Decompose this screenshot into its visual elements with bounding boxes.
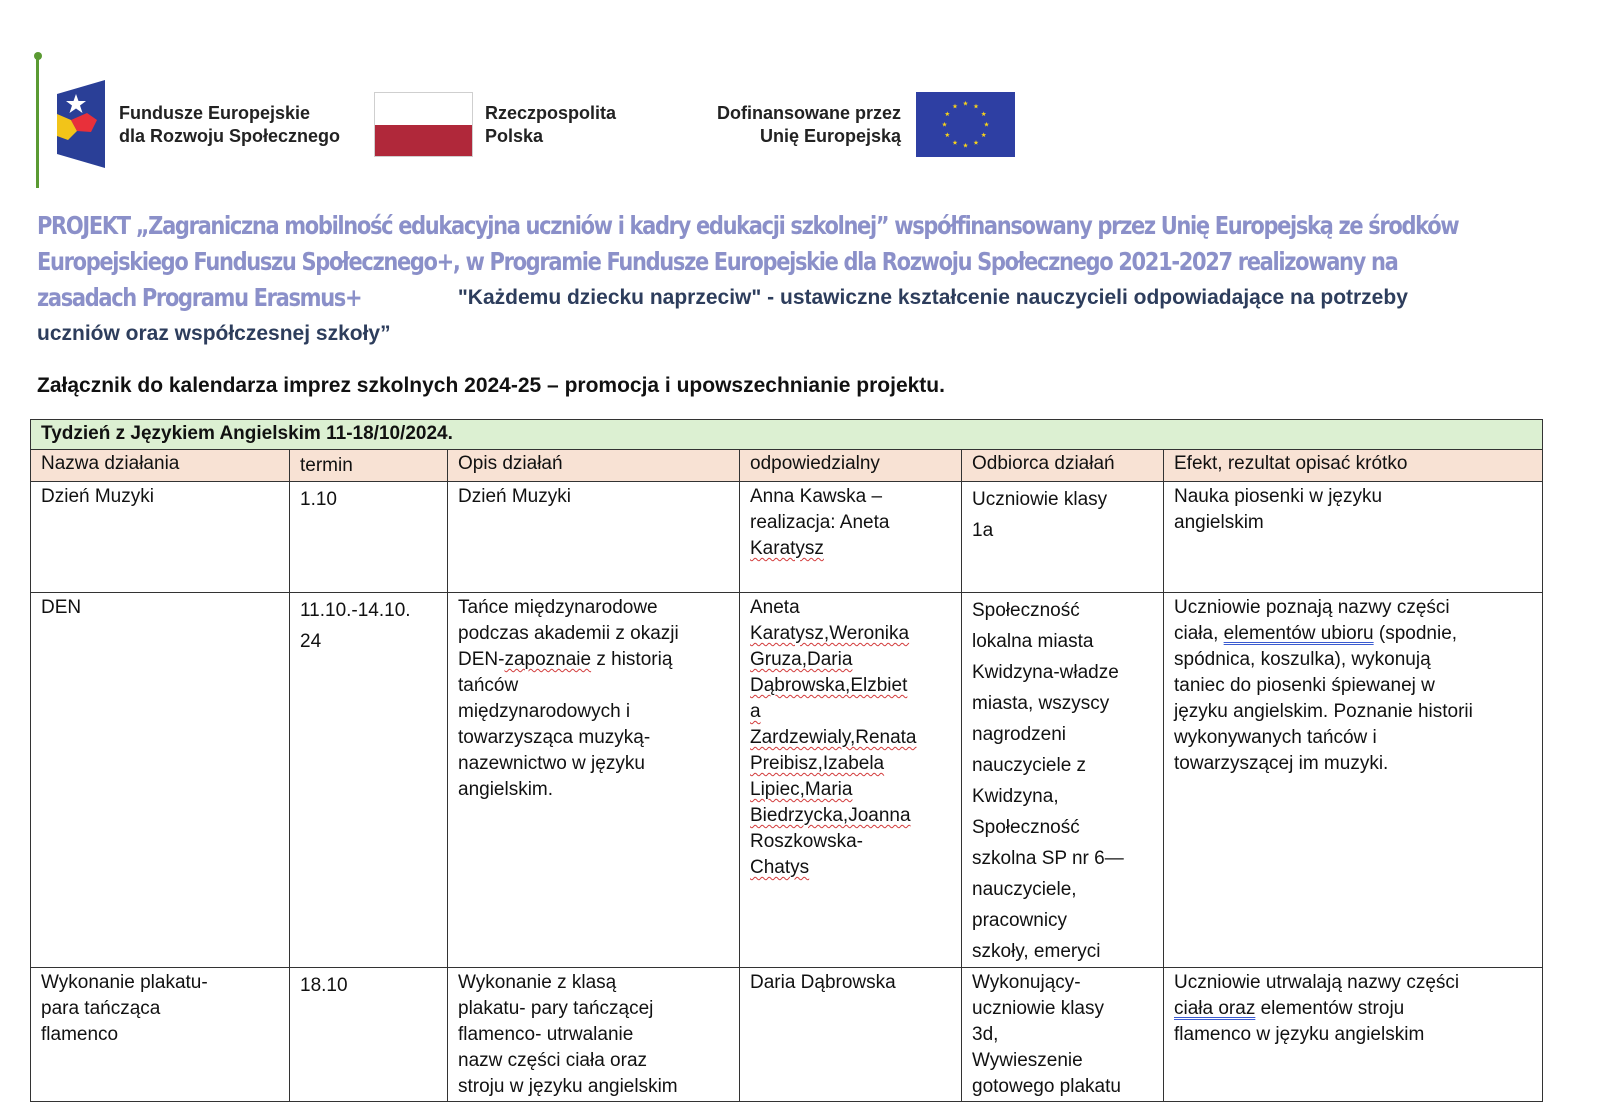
green-accent-bar [36,56,39,188]
column-header-responsible: odpowiedzialny [740,450,962,482]
activity-recipient: Społeczność lokalna miasta Kwidzyna-władze miasta, wszyscy nagrodzeni nauczyciele z Kwidzyna, Społeczność szkolna SP nr 6— nauczyciele, pracownicy szkoły, emeryci [962,593,1164,968]
activity-description: Dzień Muzyki [448,482,740,593]
project-title-line-4: uczniów oraz współczesnej szkoły” [37,322,391,345]
activity-description: Tańce międzynarodowe podczas akademii z okazji DEN-zapoznaie z historią tańców międzynarodowych i towarzysząca muzyką- nazewnictwo w języku angielskim. [448,593,740,968]
activity-recipient: Uczniowie klasy 1a [962,482,1164,593]
activity-effect: Uczniowie utrwalają nazwy części ciała oraz elementów stroju flamenco w języku angielskim [1164,968,1543,1102]
column-header-description: Opis działań [448,450,740,482]
table-row [31,968,1543,1102]
green-accent-dot [34,52,42,60]
activity-responsible: Daria Dąbrowska [740,968,962,1102]
column-header-effect: Efekt, rezultat opisać krótko [1164,450,1543,482]
polish-flag-logo [374,92,473,157]
project-title-line-2: Europejskiego Funduszu Społecznego+, w Programie Fundusze Europejskie dla Rozwoju Społecznego 2021-2027 realizowany na [37,247,1398,276]
column-header-name: Nazwa działania [31,450,290,482]
eu-flag-icon [916,92,1015,157]
activity-name: Wykonanie plakatu- para tańcząca flamenco [31,968,290,1102]
activity-responsible: Aneta Karatysz,Weronika Gruza,Daria Dąbrowska,Elzbiet a Zardzewialy,Renata Preibisz,Izabela Lipiec,Maria Biedrzycka,Joanna Roszkowska- Chatys [740,593,962,968]
column-header-term: termin [290,450,448,482]
table-row [31,482,1543,593]
activity-description: Wykonanie z klasą plakatu- pary tańczącej flamenco- utrwalanie nazw części ciała oraz stroju w języku angielskim [448,968,740,1102]
week-title-row [31,420,1543,450]
activity-term: 18.10 [290,968,448,1102]
fundusze-europejskie-logo-icon [57,80,105,168]
activity-term: 11.10.-14.10. 24 [290,593,448,968]
activity-effect: Uczniowie poznają nazwy części ciała, elementów ubioru (spodnie, spódnica, koszulka), wykonują taniec do piosenki śpiewanej w języku angielskim. Poznanie historii wykonywanych tańców i towarzyszącej im muzyki. [1164,593,1543,968]
project-title-line-3: zasadach Programu Erasmus+ "Każdemu dziecku naprzeciw" - ustawiczne kształcenie nauczycieli odpowiadające na potrzeby [37,283,1408,312]
table-row [31,593,1543,968]
table-header-row [31,450,1543,482]
column-header-recipient: Odbiorca działań [962,450,1164,482]
activity-term: 1.10 [290,482,448,593]
activity-effect: Nauka piosenki w języku angielskim [1164,482,1543,593]
project-title [37,208,1557,352]
eu-cofinancing-label: Dofinansowane przez Unię Europejską [716,103,901,146]
rzeczpospolita-label: Rzeczpospolita Polska [485,103,617,146]
activity-responsible: Anna Kawska – realizacja: Aneta Karatysz [740,482,962,593]
project-title-line-1: PROJEKT „Zagraniczna mobilność edukacyjna uczniów i kadry edukacji szkolnej” współfinansowany przez Unię Europejską ze środków [37,211,1459,240]
annex-heading: Załącznik do kalendarza imprez szkolnych 2024-25 – promocja i upowszechnianie projektu. [37,374,945,397]
week-title: Tydzień z Językiem Angielskim 11-18/10/2024. [31,420,1543,450]
activity-recipient: Wykonujący- uczniowie klasy 3d, Wywieszenie gotowego plakatu [962,968,1164,1102]
logo-strip [36,52,996,192]
activities-table [30,419,1543,1102]
activity-name: Dzień Muzyki [31,482,290,593]
fundusze-europejskie-label: Fundusze Europejskie dla Rozwoju Społecznego [119,103,341,146]
activity-name: DEN [31,593,290,968]
